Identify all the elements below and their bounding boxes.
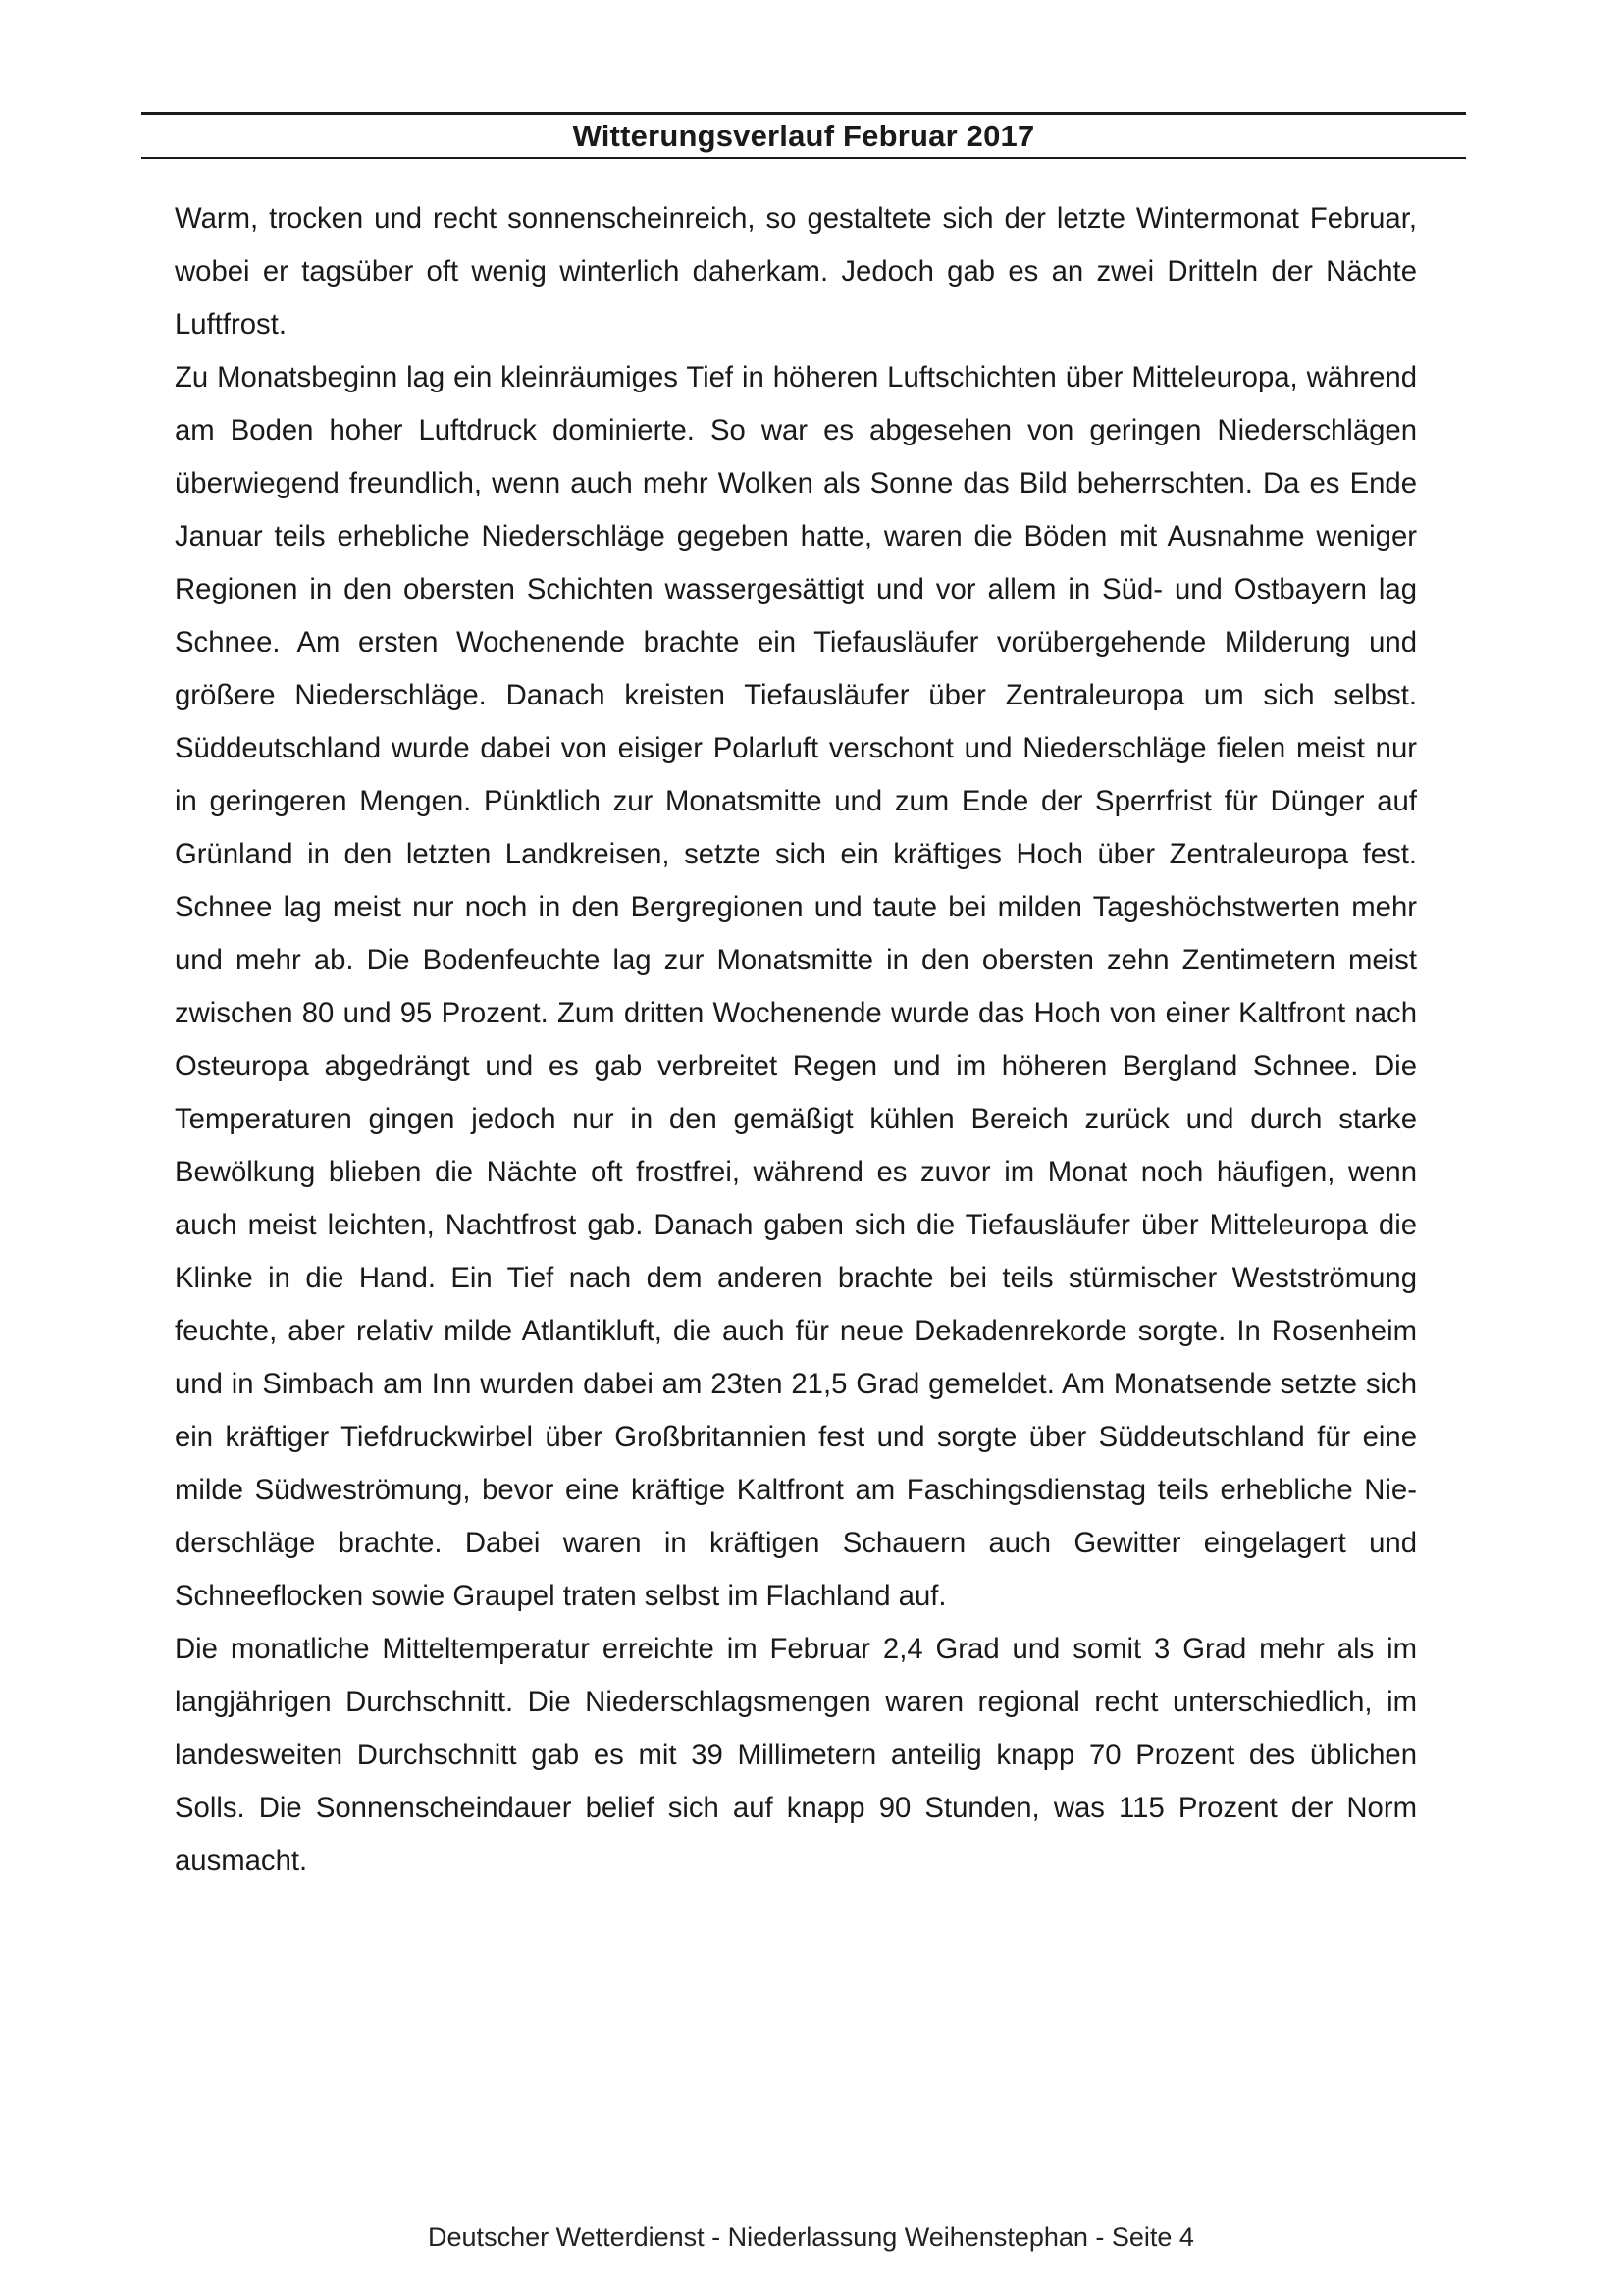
- paragraph-intro: Warm, trocken und recht sonnenscheinreich, so gestaltete sich der letzte Wintermonat Februar, wobei er tagsüber oft wenig winterlich daherkam. Jedoch gab es an zwei Dritteln der Nächte Luftfrost.: [175, 202, 1417, 340]
- body-text: [175, 192, 1417, 1888]
- title-bar: [141, 112, 1466, 159]
- paragraph-summary: Die monatliche Mitteltemperatur erreichte im Februar 2,4 Grad und somit 3 Grad mehr als im langjährigen Durchschnitt. Die Niederschlagsmengen waren regional recht unterschiedlich, im landesweiten Durchschnitt gab es mit 39 Millimetern anteilig knapp 70 Prozent des üblichen Solls. Die Sonnenscheindauer belief sich auf knapp 90 Stunden, was 115 Prozent der Norm ausmacht.: [175, 1633, 1417, 1877]
- page-title: Witterungsverlauf Februar 2017: [572, 118, 1035, 153]
- paragraph-weather-course: Zu Monatsbeginn lag ein kleinräumiges Tief in höheren Luftschichten über Mitteleuropa, während am Boden hoher Luftdruck dominierte. So war es abgesehen von geringen Niederschlägen überwiegend freundlich, wenn auch mehr Wolken als Sonne das Bild beherrschten. Da es Ende Januar teils erhebliche Niederschläge gegeben hatte, waren die Böden mit Ausnahme weniger Regionen in den obersten Schichten wassergesättigt und vor allem in Süd- und Ostbayern lag Schnee. Am ersten Wochenende brachte ein Tiefausläufer vorübergehende Milderung und größere Niederschläge. Danach kreisten Tiefausläufer über Zentraleuropa um sich selbst. Süddeutschland wurde dabei von eisiger Polarluft verschont und Niederschläge fielen meist nur in geringeren Mengen. Pünktlich zur Monatsmitte und zum Ende der Sperrfrist für Dünger auf Grünland in den letzten Landkreisen, setzte sich ein kräftiges Hoch über Zentraleuropa fest. Schnee lag meist nur noch in den Bergregionen und taute bei milden Tageshöchstwerten mehr und mehr ab. Die Bodenfeuchte lag zur Monatsmitte in den obersten zehn Zentimetern meist zwischen 80 und 95 Prozent. Zum dritten Wochenende wurde das Hoch von einer Kaltfront nach Osteuropa abgedrängt und es gab verbreitet Regen und im höheren Bergland Schnee. Die Temperaturen gingen jedoch nur in den gemäßigt kühlen Bereich zurück und durch starke Bewölkung blieben die Nächte oft frostfrei, während es zuvor im Monat noch häufigen, wenn auch meist leichten, Nachtfrost gab. Danach gaben sich die Tiefausläufer über Mitteleuropa die Klinke in die Hand. Ein Tief nach dem anderen brachte bei teils stürmischer Westströmung feuchte, aber relativ milde Atlantikluft, die auch für neue Dekadenrekorde sorgte. In Rosenheim und in Simbach am Inn wurden dabei am 23ten 21,5 Grad gemeldet. Am Monatsende setzte sich ein kräftiger Tiefdruckwirbel über Großbritannien fest und sorgte über Süddeutschland für eine milde Südweströmung, bevor eine kräftige Kaltfront am Faschingsdienstag teils erhebliche Niederschläge brachte. Dabei waren in kräftigen Schauern auch Gewitter eingelagert und Schneeflocken sowie Graupel traten selbst im Flachland auf.: [175, 361, 1417, 1612]
- page-footer: Deutscher Wetterdienst - Niederlassung Weihenstephan - Seite 4: [428, 2222, 1194, 2252]
